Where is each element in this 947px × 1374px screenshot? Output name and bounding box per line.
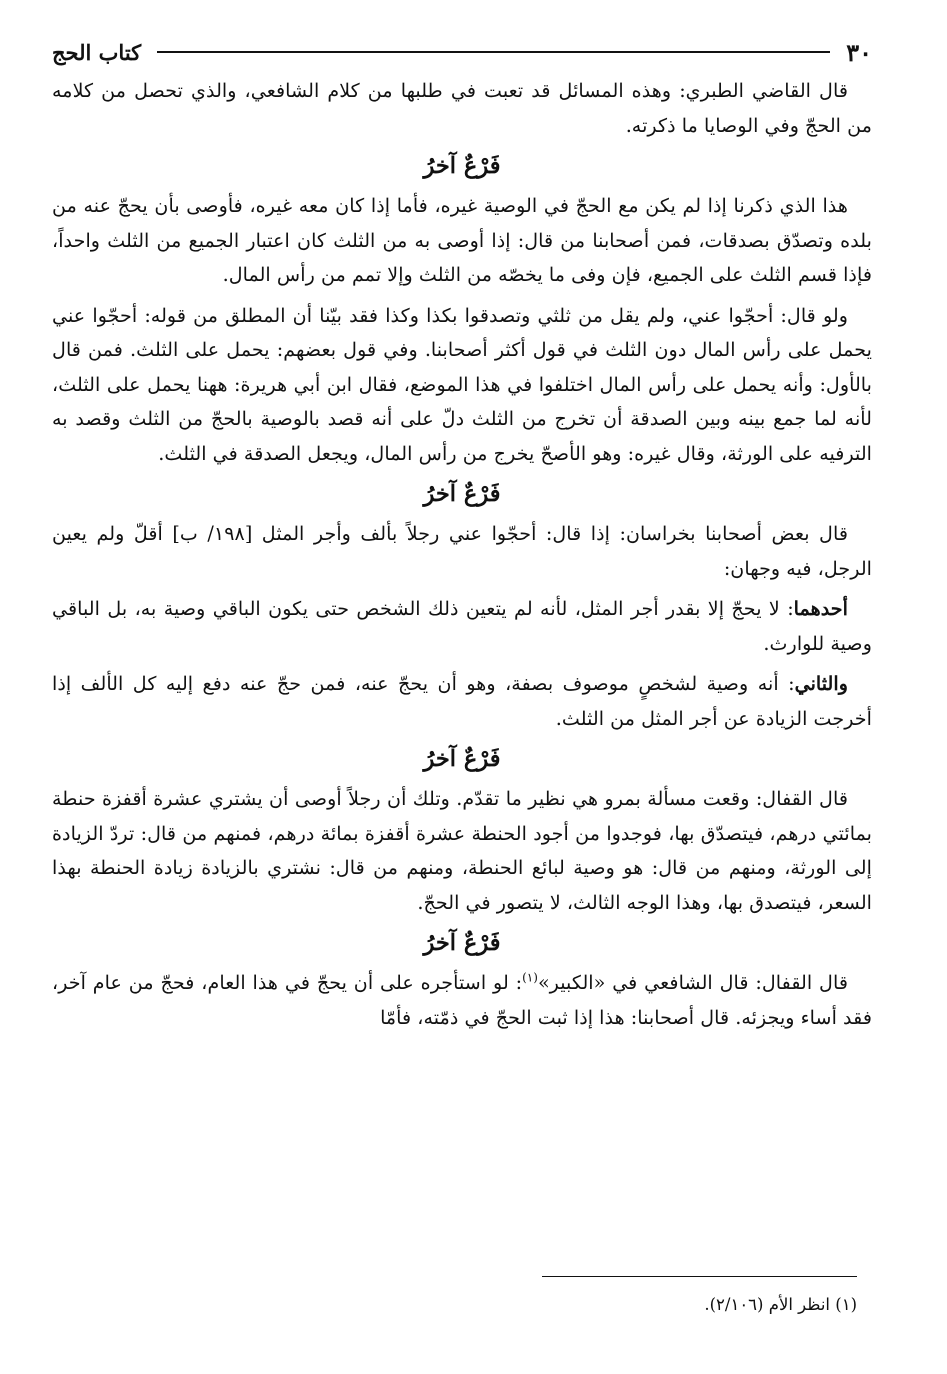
footnote-separator bbox=[542, 1276, 857, 1277]
paragraph-6-text: : أنه وصية لشخصٍ موصوف بصفة، وهو أن يحجّ عنه، فمن حجّ عنه دفع إليه كل الألف إذا أخرجت الزيادة عن أجر المثل من الثلث. bbox=[52, 672, 872, 730]
section-heading-3: فَرْعٌ آخرُ bbox=[423, 746, 501, 772]
paragraph-8-before: قال القفال: قال الشافعي في «الكبير» bbox=[537, 971, 849, 994]
book-page bbox=[52, 30, 872, 1035]
section-heading-2: فَرْعٌ آخرُ bbox=[423, 481, 501, 507]
footnote: (١) انظر الأم (٢/١٠٦). bbox=[704, 1295, 857, 1314]
paragraph-6 bbox=[52, 667, 872, 736]
paragraph-7: قال القفال: وقعت مسألة بمرو هي نظير ما تقدّم. وتلك أن رجلاً أوصى أن يشتري عشرة أقفزة حنطة بمائتي درهم، فيتصدّق بها، فوجدوا من أجود الحنطة عشرة أقفزة بمائة درهم، فمنهم من قال: تردّ الزيادة إلى الورثة، ومنهم من قال: هو وصية لبائع الحنطة، ومنهم من قال: نشتري بالزيادة زيادة الحنطة بهذا السعر، فيتصدق بها، وهذا الوجه الثالث، لا يتصور في الحجّ. bbox=[52, 787, 872, 914]
page-number: ٣٠ bbox=[846, 37, 872, 67]
section-heading-1: فَرْعٌ آخرُ bbox=[423, 153, 501, 179]
paragraph-3: ولو قال: أحجّوا عني، ولم يقل من ثلثي وتصدقوا بكذا وكذا فقد بيّنا أن المطلق من قوله: أحجّوا عني يحمل على رأس المال دون الثلث في قول أكثر أصحابنا. وفي قول بعضهم: يحمل على الثلث. فمن قال بالأول: وأنه يحمل على رأس المال اختلفوا في هذا الموضع، فقال ابن أبي هريرة: ههنا يحمل على الثلث، لأنه لما جمع بينه وبين الصدقة أن تخرج من الثلث دلّ على أنه قصد بالوصية بالحجّ من الثلث وقصد به الترفيه على الورثة، وقال غيره: وهو الأصحّ يخرج من رأس المال، ويجعل الصدقة في الثلث. bbox=[52, 303, 872, 465]
paragraph-5-lead: أحدهما bbox=[793, 597, 848, 620]
paragraph-5 bbox=[52, 592, 872, 661]
footnote-reference[interactable]: (١) bbox=[522, 970, 538, 985]
paragraph-4: قال بعض أصحابنا بخراسان: إذا قال: أحجّوا عني رجلاً بألف وأجر المثل [١٩٨/ ب] أقلّ ولم يعين الرجل، فيه وجهان: bbox=[52, 522, 872, 580]
header-rule bbox=[157, 51, 830, 53]
paragraph-2: هذا الذي ذكرنا إذا لم يكن مع الحجّ في الوصية غيره، فأما إذا كان معه غيره، فأوصى بأن يحجّ عنه من بلده وتصدّق بصدقات، فمن أصحابنا من قال: إذا أوصى به من الثلث كان اعتبار الجميع من الثلث واحداً، فإذا قسم الثلث على الجميع، فإن وفى ما يخصّه من الثلث وإلا تمم من رأس المال. bbox=[52, 194, 872, 286]
header-title: كتاب الحج bbox=[52, 39, 142, 65]
paragraph-6-lead: والثاني bbox=[794, 672, 848, 695]
paragraph-8-after: : لو استأجره على أن يحجّ في هذا العام، فحجّ من عام آخر، فقد أساء ويجزئه. قال أصحابنا: هذا إذا ثبت الحجّ في ذمّته، فأمّا bbox=[52, 971, 872, 1029]
running-header bbox=[52, 30, 872, 74]
section-heading-4: فَرْعٌ آخرُ bbox=[423, 930, 501, 956]
paragraph-8 bbox=[52, 966, 872, 1035]
paragraph-5-text: : لا يحجّ إلا بقدر أجر المثل، لأنه لم يتعين ذلك الشخص حتى يكون الباقي وصية به، بل الباقي وصية للوارث. bbox=[52, 597, 872, 655]
paragraph-1: قال القاضي الطبري: وهذه المسائل قد تعبت في طلبها من كلام الشافعي، والذي تحصل من كلامه من الحجّ وفي الوصايا ما ذكرته. bbox=[52, 79, 872, 137]
